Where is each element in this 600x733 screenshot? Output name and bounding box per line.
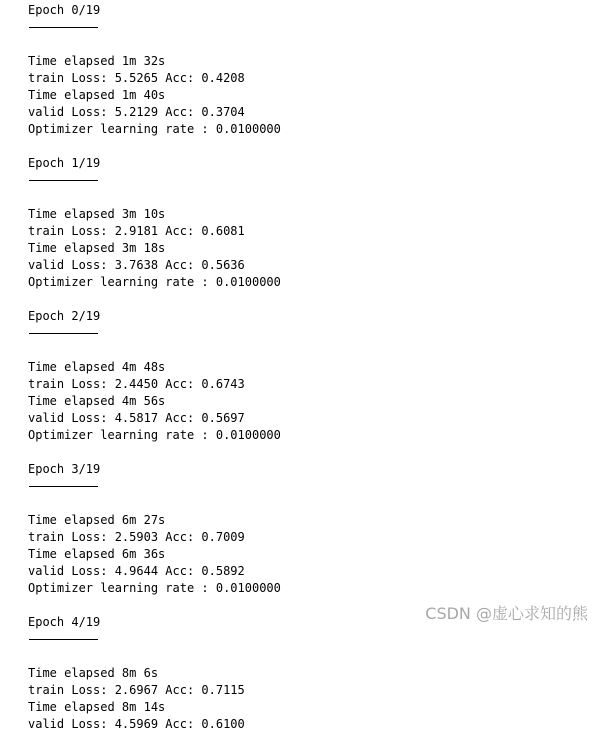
valid-metrics: valid Loss: 4.5969 Acc: 0.6100 bbox=[28, 717, 245, 731]
blank-line bbox=[28, 597, 281, 614]
valid-time-elapsed: Time elapsed 6m 36s bbox=[28, 547, 166, 561]
train-time-elapsed: Time elapsed 1m 32s bbox=[28, 54, 166, 68]
train-time-elapsed: Time elapsed 3m 10s bbox=[28, 207, 166, 221]
epoch-separator bbox=[28, 325, 281, 342]
train-time-elapsed: Time elapsed 4m 48s bbox=[28, 360, 166, 374]
blank-line bbox=[28, 648, 281, 665]
train-time-elapsed: Time elapsed 6m 27s bbox=[28, 513, 166, 527]
blank-line bbox=[28, 189, 281, 206]
blank-line bbox=[28, 342, 281, 359]
valid-metrics: valid Loss: 3.7638 Acc: 0.5636 bbox=[28, 258, 245, 272]
learning-rate-line: Optimizer learning rate : 0.0100000 bbox=[28, 275, 281, 289]
valid-metrics: valid Loss: 5.2129 Acc: 0.3704 bbox=[28, 105, 245, 119]
train-metrics: train Loss: 2.6967 Acc: 0.7115 bbox=[28, 683, 245, 697]
epoch-header: Epoch 2/19 bbox=[28, 309, 101, 323]
train-metrics: train Loss: 2.9181 Acc: 0.6081 bbox=[28, 224, 245, 238]
valid-time-elapsed: Time elapsed 8m 14s bbox=[28, 700, 166, 714]
epoch-header: Epoch 1/19 bbox=[28, 156, 101, 170]
valid-metrics: valid Loss: 4.9644 Acc: 0.5892 bbox=[28, 564, 245, 578]
train-metrics: train Loss: 2.5903 Acc: 0.7009 bbox=[28, 530, 245, 544]
blank-line bbox=[28, 495, 281, 512]
learning-rate-line: Optimizer learning rate : 0.0100000 bbox=[28, 428, 281, 442]
valid-time-elapsed: Time elapsed 3m 18s bbox=[28, 241, 166, 255]
epoch-header: Epoch 4/19 bbox=[28, 615, 101, 629]
csdn-watermark: CSDN @虚心求知的熊 bbox=[425, 604, 588, 623]
epoch-separator bbox=[28, 478, 281, 495]
blank-line bbox=[28, 36, 281, 53]
learning-rate-line: Optimizer learning rate : 0.0100000 bbox=[28, 581, 281, 595]
valid-metrics: valid Loss: 4.5817 Acc: 0.5697 bbox=[28, 411, 245, 425]
blank-line bbox=[28, 138, 281, 155]
train-time-elapsed: Time elapsed 8m 6s bbox=[28, 666, 159, 680]
valid-time-elapsed: Time elapsed 4m 56s bbox=[28, 394, 166, 408]
blank-line bbox=[28, 291, 281, 308]
valid-time-elapsed: Time elapsed 1m 40s bbox=[28, 88, 166, 102]
blank-line bbox=[28, 444, 281, 461]
epoch-separator bbox=[28, 631, 281, 648]
train-metrics: train Loss: 2.4450 Acc: 0.6743 bbox=[28, 377, 245, 391]
epoch-separator bbox=[28, 172, 281, 189]
train-metrics: train Loss: 5.5265 Acc: 0.4208 bbox=[28, 71, 245, 85]
learning-rate-line: Optimizer learning rate : 0.0100000 bbox=[28, 122, 281, 136]
epoch-separator bbox=[28, 19, 281, 36]
epoch-header: Epoch 3/19 bbox=[28, 462, 101, 476]
epoch-header: Epoch 0/19 bbox=[28, 3, 101, 17]
training-log-output bbox=[28, 2, 281, 733]
